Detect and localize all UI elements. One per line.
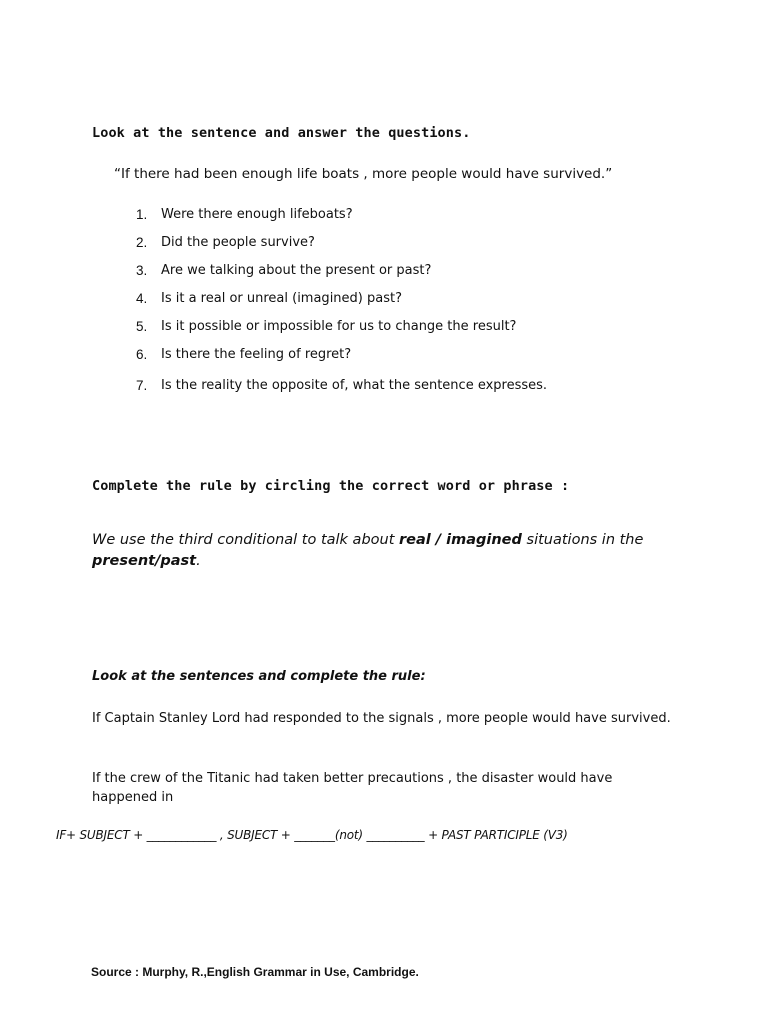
question-number: 2. (136, 235, 148, 250)
source-citation: Source : Murphy, R.,English Grammar in Use, Cambridge. (91, 965, 419, 979)
list-item (136, 289, 547, 317)
question-number: 6. (136, 347, 148, 362)
section1-heading: Look at the sentence and answer the questions. (92, 125, 471, 141)
list-item (136, 205, 547, 233)
list-item (136, 261, 547, 289)
question-text: Is the reality the opposite of, what the sentence expresses. (161, 378, 548, 393)
rule-choice-real-imagined: real / imagined (399, 532, 522, 548)
rule-end: . (196, 553, 201, 569)
rule-text: We use the third conditional to talk about (92, 532, 400, 548)
list-item (136, 317, 547, 345)
list-item (136, 233, 547, 261)
rule-choice-present-past: present/past (92, 553, 197, 569)
question-text: Is it a real or unreal (imagined) past? (161, 291, 402, 306)
example-sentence-1: If Captain Stanley Lord had responded to the signals , more people would have survived. (92, 711, 671, 726)
section2-heading: Complete the rule by circling the correct word or phrase : (92, 478, 570, 494)
section3-heading: Look at the sentences and complete the rule: (92, 669, 426, 684)
example-sentence: “If there had been enough life boats , more people would have survived.” (114, 166, 613, 182)
rule-text: situations in the (521, 532, 644, 548)
question-text: Are we talking about the present or past? (161, 263, 432, 278)
question-number: 7. (136, 378, 148, 393)
question-text: Did the people survive? (161, 235, 315, 250)
rule-sentence (92, 530, 692, 572)
rule-formula: IF+ SUBJECT + ____________ , SUBJECT + _______(not) __________ + PAST PARTICIPLE (V3) (56, 828, 568, 842)
list-item (136, 345, 547, 373)
question-text: Were there enough lifeboats? (161, 207, 353, 222)
question-number: 4. (136, 291, 148, 306)
question-number: 3. (136, 263, 148, 278)
question-number: 5. (136, 319, 148, 334)
question-text: Is there the feeling of regret? (161, 347, 352, 362)
example-sentence-2: If the crew of the Titanic had taken better precautions , the disaster would have happened in (92, 771, 613, 805)
question-text: Is it possible or impossible for us to change the result? (161, 319, 517, 334)
questions-list (136, 205, 547, 404)
list-item (136, 376, 547, 404)
question-number: 1. (136, 207, 148, 222)
